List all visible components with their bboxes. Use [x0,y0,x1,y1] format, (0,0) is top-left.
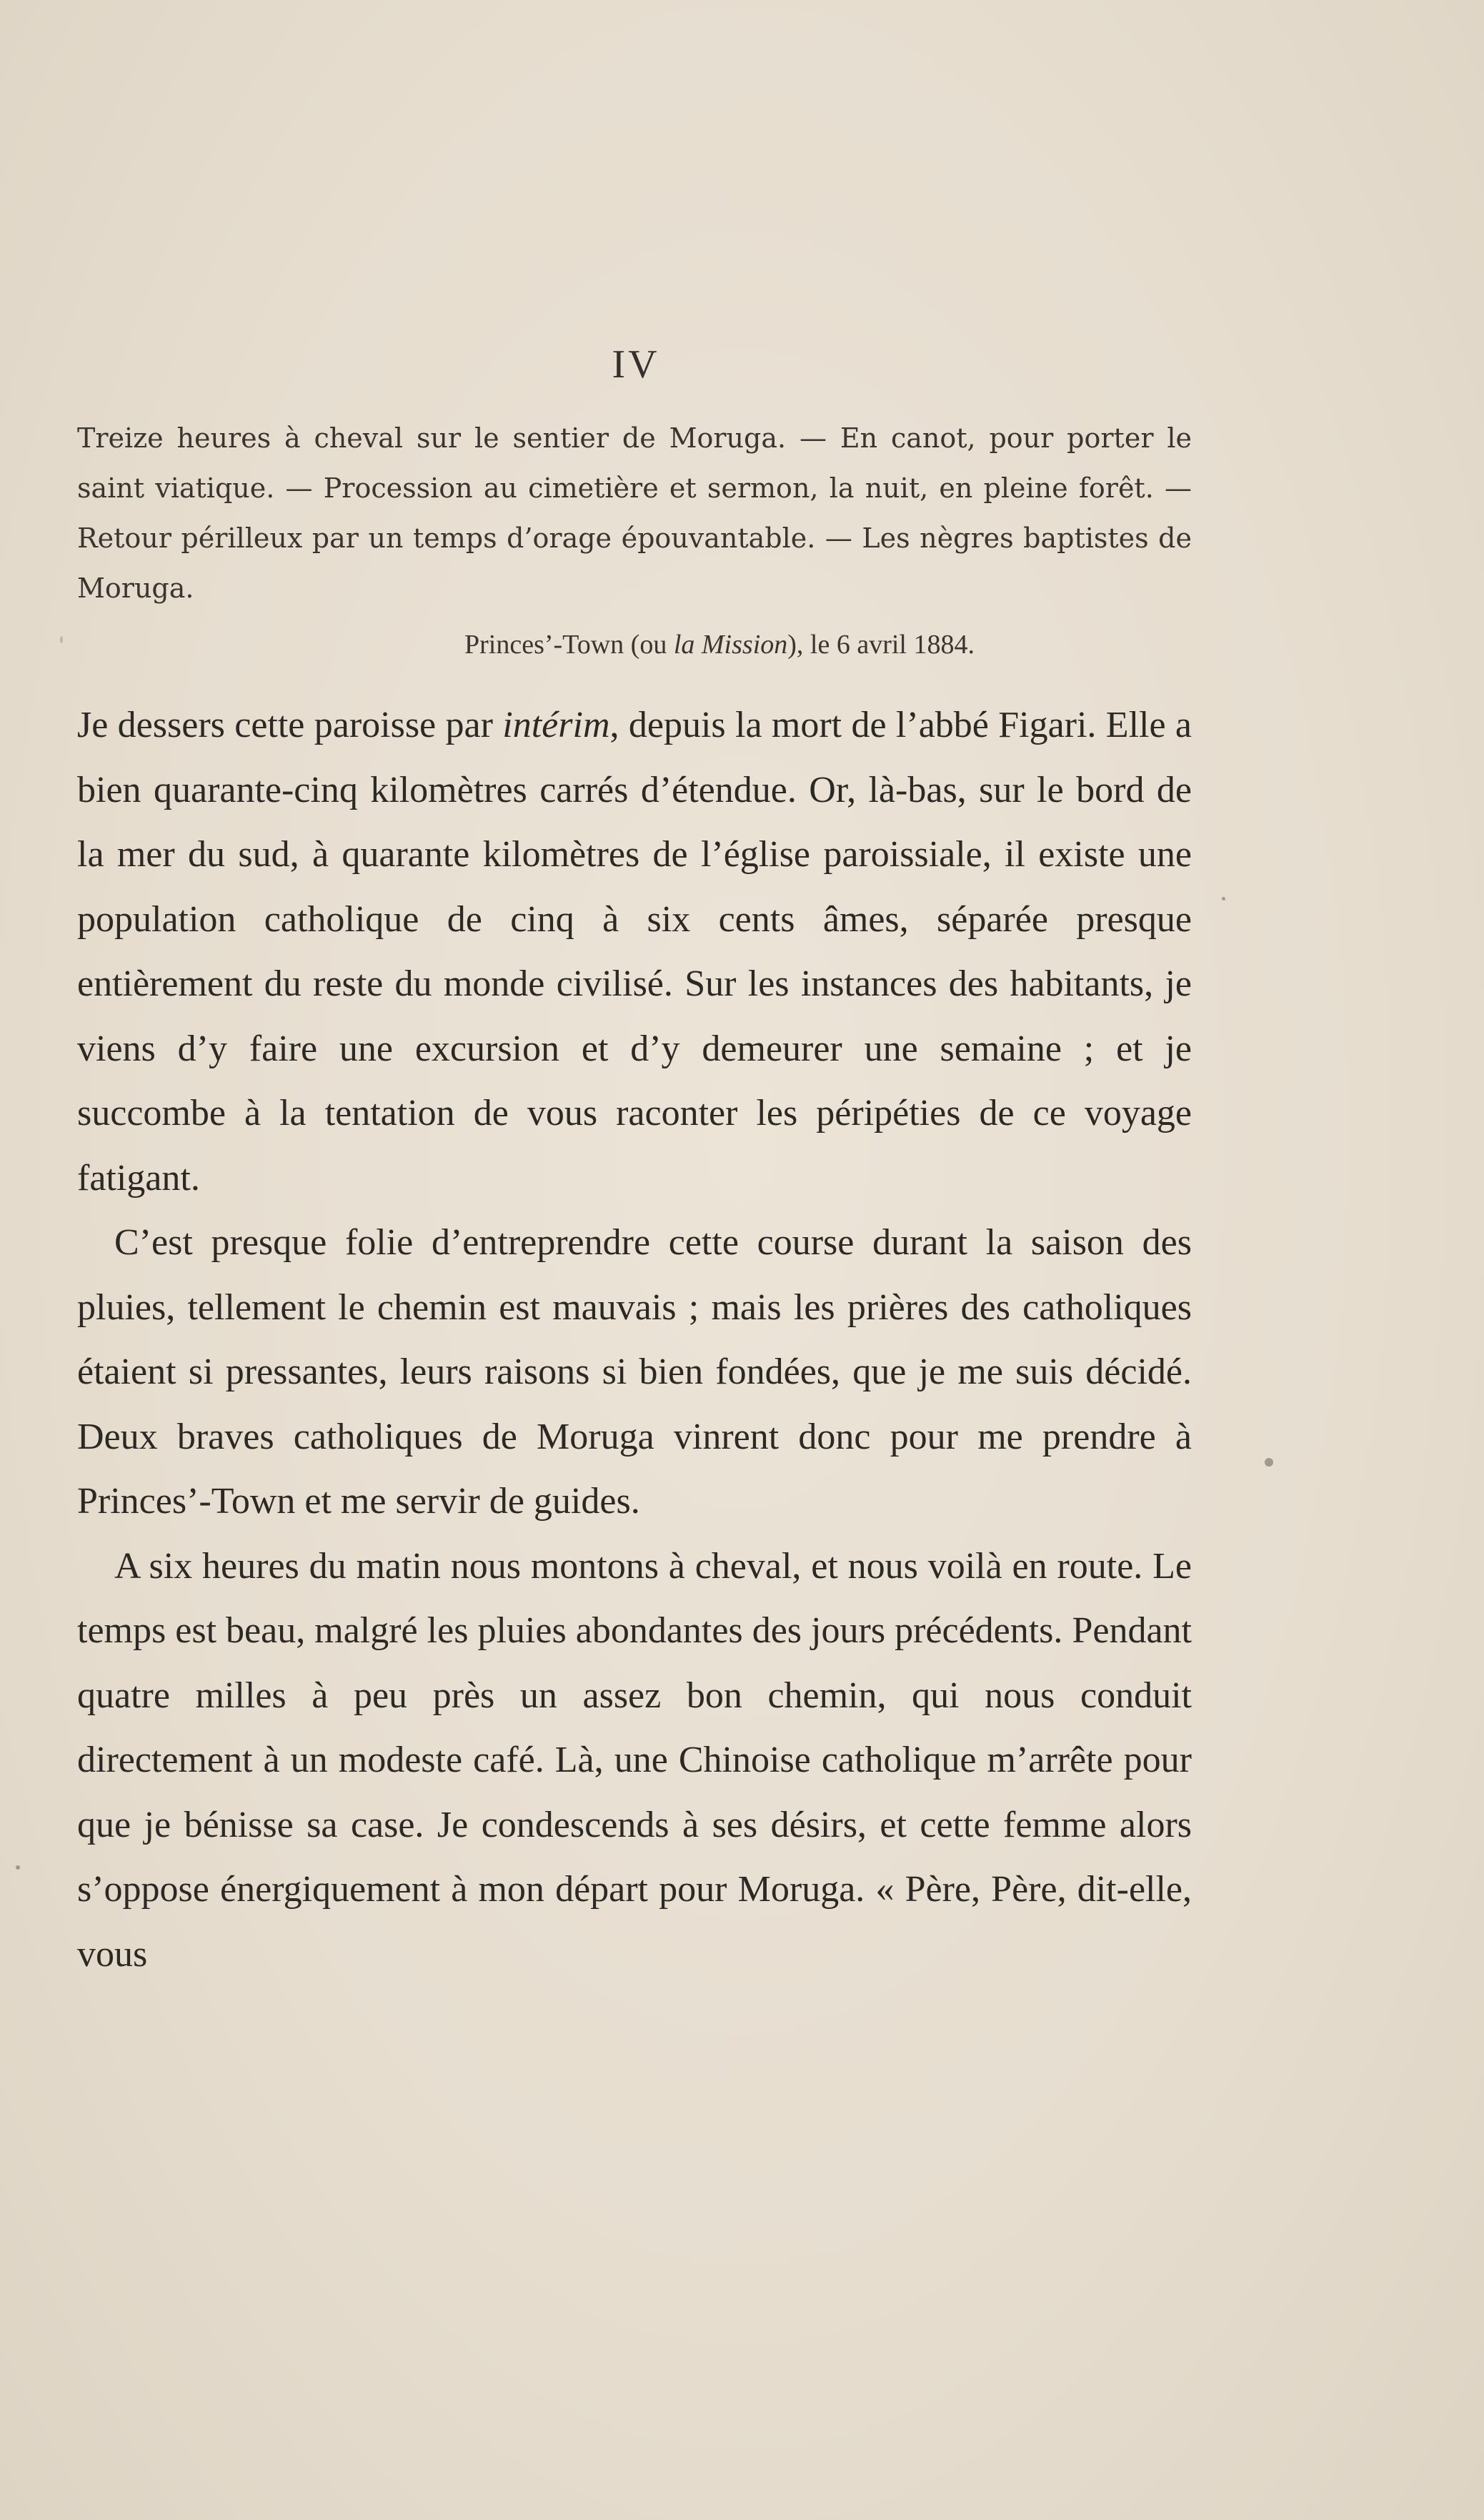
paper-speck [60,636,63,643]
paper-speck [1265,1458,1273,1467]
paragraph-1-italic: intérim [502,705,610,745]
paper-speck [16,1865,20,1870]
paragraph-1-start: Je dessers cette paroisse par [77,705,503,745]
paper-speck [1222,897,1225,901]
body-text [77,693,1192,1987]
dateline-place: Princes’-Town (ou [464,630,674,660]
chapter-number: IV [612,342,660,387]
chapter-summary: Treize heures à cheval sur le sentier de Moruga. — En canot, pour porter le saint viatique. — Procession au cimetière et sermon, la nuit, en pleine forêt. — Retour périlleux par un temps d’orage épouvantable. — Les nègres baptistes de Moruga. [77,422,1192,604]
paragraph-1 [77,693,1192,1211]
dateline-place-italic: la Mission [673,630,788,660]
paragraph-3: A six heures du matin nous montons à cheval, et nous voilà en route. Le temps est beau, malgré les pluies abondantes des jours précédents. Pendant quatre milles à peu près un assez bon chemin, qui nous conduit directement à un modeste café. Là, une Chinoise catholique m’arrête pour que je bénisse sa case. Je condescends à ses désirs, et cette femme alors s’oppose énergiquement à mon départ pour Moruga. « Père, Père, dit-elle, vous [77,1545,1192,1975]
dateline-date: ), le 6 avril 1884. [787,630,975,660]
paragraph-2: C’est presque folie d’entreprendre cette course durant la saison des pluies, tellement le chemin est mauvais ; mais les prières des catholiques étaient si pressantes, leurs raisons si bien fondées, que je me suis décidé. Deux braves catholiques de Moruga vinrent donc pour me prendre à Princes’-Town et me servir de guides. [77,1222,1192,1522]
paragraph-1-rest: , depuis la mort de l’abbé Figari. Elle a bien quarante-cinq kilomètres carrés d’étendue. Or, là-bas, sur le bord de la mer du sud, à quarante kilomètres de l’église paroissiale, il existe une population catholique de cinq à six cents âmes, séparée presque entièrement du reste du monde civilisé. Sur les instances des habitants, je viens d’y faire une excursion et d’y demeurer une semaine ; et je succombe à la tentation de vous raconter les péripéties de ce voyage fatigant. [77,705,1192,1199]
dateline [464,629,1229,660]
